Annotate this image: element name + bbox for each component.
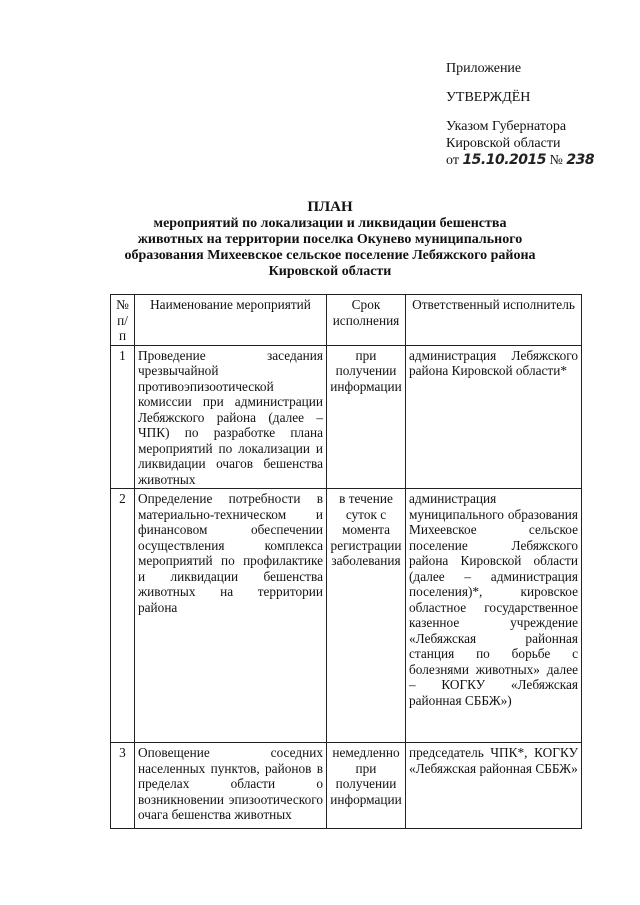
title-block <box>100 198 560 280</box>
document-title: ПЛАН <box>307 199 353 215</box>
header-responsible: Ответственный исполнитель <box>406 295 582 346</box>
decree-date-value: 15.10.2015 <box>462 152 547 168</box>
table-row <box>111 743 582 829</box>
appendix-label: Приложение <box>446 61 522 76</box>
row-num: 2 <box>111 489 135 743</box>
decree-line-1: Указом Губернатора <box>446 119 567 134</box>
approval-block <box>446 60 636 169</box>
decree-date-line <box>446 152 636 169</box>
document-subtitle-line: Кировской области <box>268 264 392 279</box>
row-responsible: администрация муниципального образования Михеевское сельское поселение Лебяжского района Кировской области (далее – администрация поселения)*, кировское областное государственное казенное учреждение «Лебяжская районная станция по борьбе с болезнями животных» далее – КОГКУ «Лебяжская районная СББЖ») <box>406 489 582 743</box>
row-name: Оповещение соседних населенных пунктов, районов в пределах области о возникновении эпизоотического очага бешенства животных <box>135 743 327 829</box>
document-subtitle-line: мероприятий по локализации и ликвидации бешенства <box>153 216 507 231</box>
row-term: при получении информации <box>327 345 406 489</box>
date-prefix: от <box>446 153 459 168</box>
table-header-row <box>111 295 582 346</box>
table-row <box>111 345 582 489</box>
decree-number-value: 238 <box>566 152 595 168</box>
row-term: в течение суток с момента регистрации заболевания <box>327 489 406 743</box>
row-responsible: председатель ЧПК*, КОГКУ «Лебяжская районная СББЖ» <box>406 743 582 829</box>
row-num: 1 <box>111 345 135 489</box>
document-subtitle-line: животных на территории поселка Окунево муниципального <box>137 232 523 247</box>
document-subtitle-line: образования Михеевское сельское поселение Лебяжского района <box>124 248 536 263</box>
row-responsible: администрация Лебяжского района Кировской области* <box>406 345 582 489</box>
plan-table <box>110 294 582 829</box>
row-num: 3 <box>111 743 135 829</box>
row-name: Проведение заседания чрезвычайной противоэпизоотической комиссии при администрации Лебяжского района (далее – ЧПК) по разработке плана мероприятий по локализации и ликвидации очагов бешенства животных <box>135 345 327 489</box>
table-row <box>111 489 582 743</box>
decree-line-2: Кировской области <box>446 136 561 151</box>
number-prefix: № <box>549 153 563 168</box>
header-term: Срок исполнения <box>327 295 406 346</box>
header-num: № п/п <box>111 295 135 346</box>
row-name: Определение потребности в материально-техническом и финансовом обеспечении осуществления комплекса мероприятий по профилактике и ликвидации бешенства животных на территории района <box>135 489 327 743</box>
row-term: немедленно при получении информации <box>327 743 406 829</box>
approved-label: УТВЕРЖДЁН <box>446 90 531 105</box>
header-name: Наименование мероприятий <box>135 295 327 346</box>
